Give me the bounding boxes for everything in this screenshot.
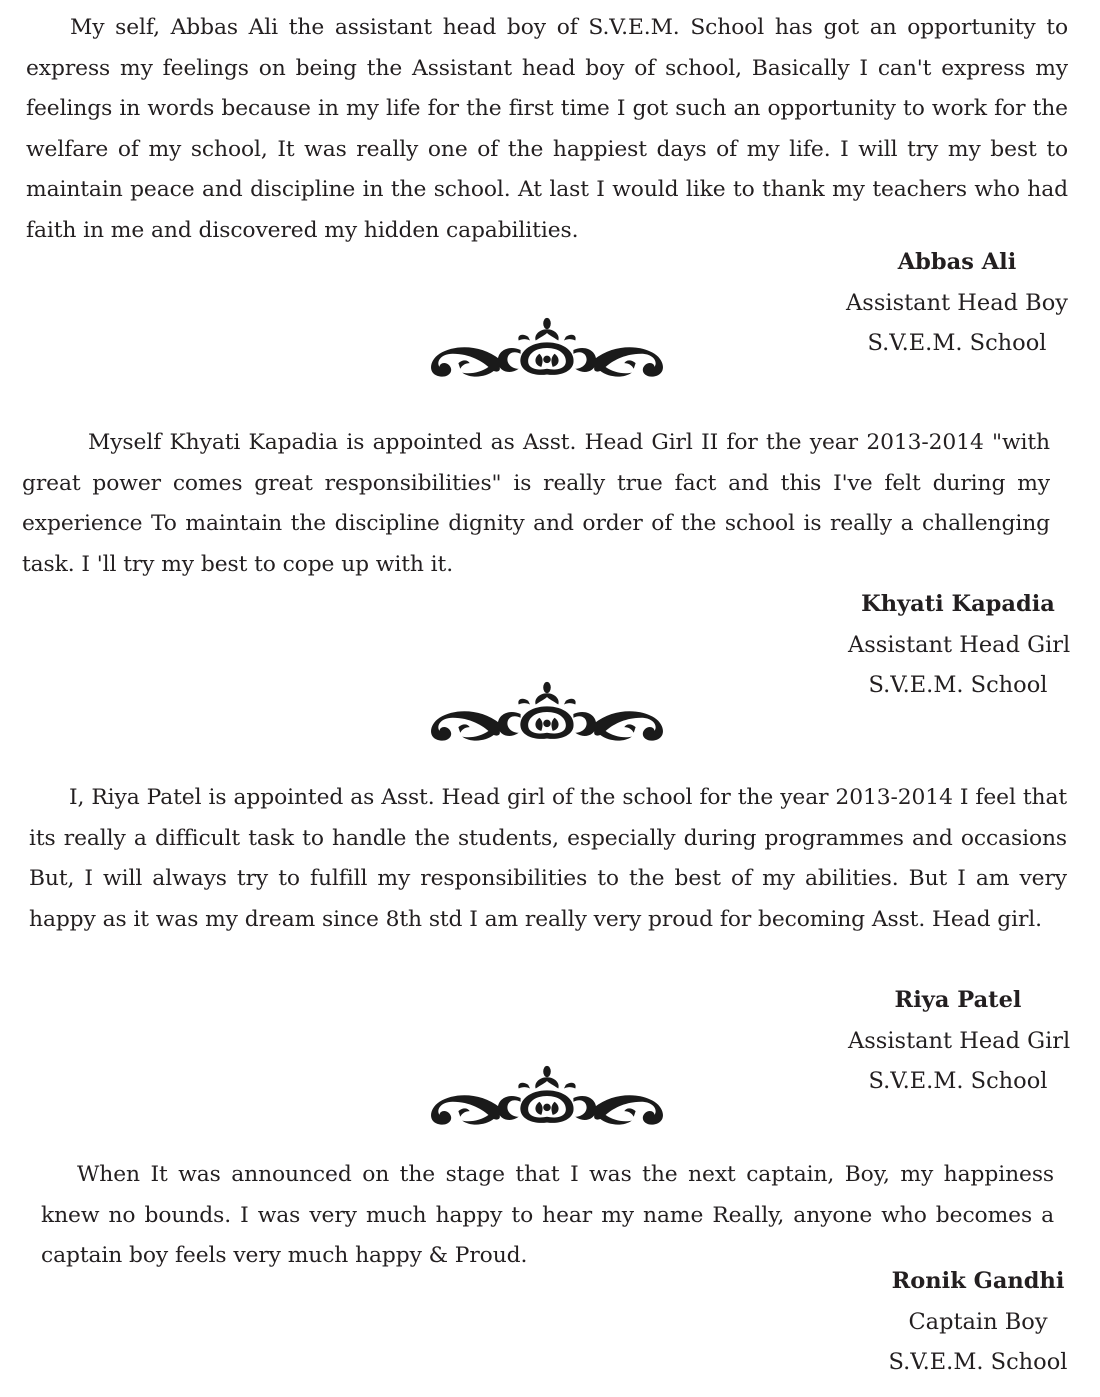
signature-block [846, 242, 1068, 364]
signatory-role: Captain Boy [908, 1308, 1048, 1335]
signatory-name: Ronik Gandhi [891, 1268, 1065, 1294]
message-body: My self, Abbas Ali the assistant head boy of S.V.E.M. School has got an opportunity to express my feelings on being the Assistant head boy of school, Basically I can't express my feelings in words because in my life for the first time I got such an opportunity to work for the welfare of my school, It was really one of the happiest days of my life. I will try my best to maintain peace and discipline in the school. At last I would like to thank my teachers who had faith in me and discovered my hidden capabilities. [26, 15, 1068, 243]
signatory-name: Abbas Ali [897, 249, 1017, 275]
school-name: S.V.E.M. School [868, 672, 1048, 698]
signature-block [868, 1261, 1088, 1383]
message-body: I, Riya Patel is appointed as Asst. Head girl of the school for the year 2013-2014 I feel that its really a difficult task to handle the students, especially during programmes and occasions But, I will always try to fulfill my responsibilities to the best of my abilities. But I am very happy as it was my dream since 8th std I am really very proud for becoming Asst. Head girl. [29, 785, 1067, 932]
signatory-role: Assistant Head Boy [846, 289, 1068, 316]
school-name: S.V.E.M. School [868, 1068, 1048, 1094]
school-name: S.V.E.M. School [867, 330, 1047, 356]
message-body: Myself Khyati Kapadia is appointed as Asst. Head Girl II for the year 2013-2014 "with great power comes great responsibilities" is really true fact and this I've felt during my experience To maintain the discipline dignity and order of the school is really a challenging task. I 'll try my best to cope up with it. [22, 430, 1050, 577]
flourish-divider-icon [417, 316, 677, 382]
signatory-name: Riya Patel [894, 987, 1022, 1013]
message-body: When It was announced on the stage that I was the next captain, Boy, my happiness knew no bounds. I was very much happy to hear my name Really, anyone who becomes a captain boy feels very much happy & Proud. [41, 1162, 1054, 1268]
school-name: S.V.E.M. School [888, 1349, 1068, 1375]
signatory-role: Assistant Head Girl [848, 1027, 1071, 1054]
flourish-divider-icon [417, 680, 677, 746]
signature-block [848, 980, 1071, 1102]
flourish-divider-icon [417, 1064, 677, 1130]
signatory-name: Khyati Kapadia [861, 591, 1055, 617]
signature-block [848, 584, 1071, 706]
signatory-role: Assistant Head Girl [848, 631, 1071, 658]
